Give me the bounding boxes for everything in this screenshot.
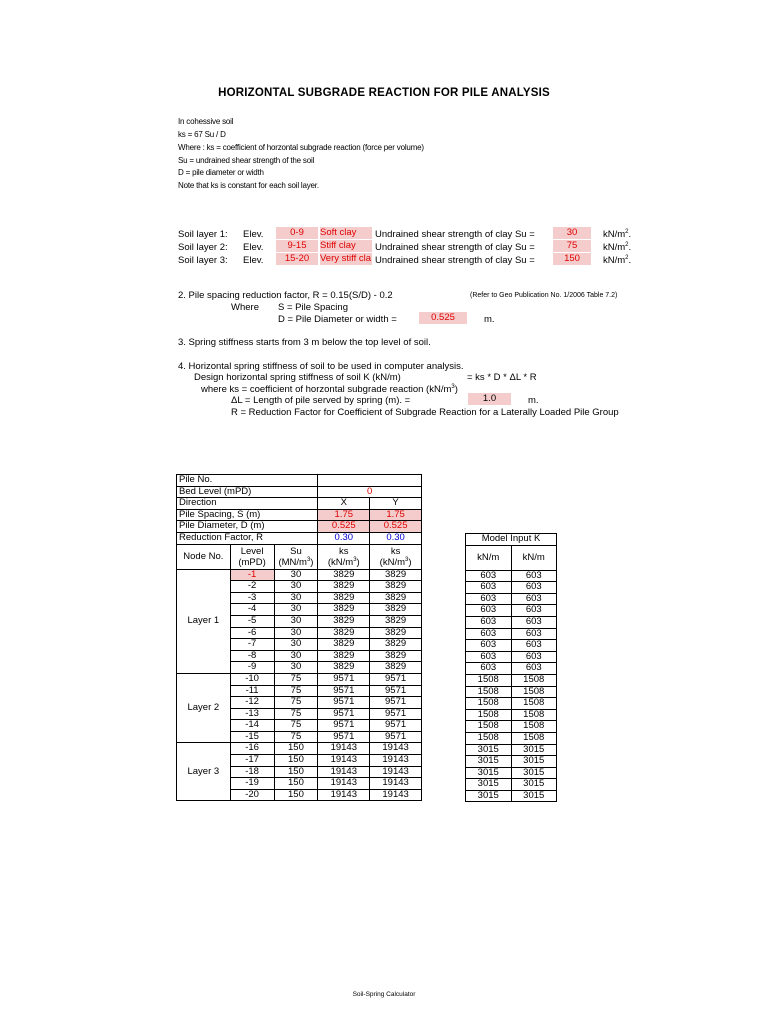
spacing-label: Pile Spacing, S (m) [177,509,318,521]
su-cell: 30 [274,662,318,674]
model-k-y-cell: 3015 [511,756,557,768]
pile-table [176,474,422,801]
model-k-x-cell: 603 [466,628,512,640]
pile-table-body [177,569,422,801]
intro-line: Su = undrained shear strength of the soil [178,156,315,165]
page-title: HORIZONTAL SUBGRADE REACTION FOR PILE ANALYSIS [218,87,550,99]
level-cell: -17 [230,755,274,767]
table-row [466,721,557,733]
su-cell: 75 [274,697,318,709]
level-cell: -8 [230,650,274,662]
table-row [466,663,557,675]
bed-level-value[interactable]: 0 [318,486,422,498]
ks-y-cell: 3829 [370,592,422,604]
model-k-y-cell: 603 [511,593,557,605]
level-cell: -4 [230,604,274,616]
level-cell: -2 [230,581,274,593]
pile-no-value[interactable] [318,475,422,487]
spacing-y-input[interactable]: 1.75 [370,509,422,521]
ks-x-cell: 19143 [318,743,370,755]
su-cell: 150 [274,743,318,755]
su-cell: 75 [274,731,318,743]
ks-x-cell: 3829 [318,604,370,616]
ks-x-cell: 9571 [318,697,370,709]
ks-y-cell: 3829 [370,581,422,593]
intro-line: Note that ks is constant for each soil layer. [178,181,319,190]
level-cell: -19 [230,778,274,790]
item2-line: 2. Pile spacing reduction factor, R = 0.15(S/D) - 0.2 [178,290,393,301]
ks-x-cell: 19143 [318,755,370,767]
soil-type-input[interactable]: Soft clay [320,227,372,239]
table-header-row [466,545,557,570]
table-row [466,790,557,802]
model-k-x-cell: 3015 [466,744,512,756]
level-cell: -20 [230,789,274,801]
direction-label: Direction [177,498,318,510]
intro-line: In cohessive soil [178,117,234,126]
header-ks-y: ks $(kN/m^3)$ [370,544,422,569]
elev-label: Elev. [243,255,264,266]
diameter-label: Pile Diameter, D (m) [177,521,318,533]
ks-y-cell: 3829 [370,650,422,662]
ks-x-cell: 3829 [318,615,370,627]
model-k-y-cell: 1508 [511,686,557,698]
item4-design: Design horizontal spring stiffness of soil K (kN/m) [194,372,401,383]
item4-dl-definition: ΔL = Length of pile served by spring (m). = [231,395,411,406]
model-table-body [466,570,557,802]
level-cell: -6 [230,627,274,639]
elev-input[interactable]: 0-9 [276,227,318,239]
ks-x-cell: 3829 [318,639,370,651]
model-k-x-cell: 603 [466,605,512,617]
ks-x-cell: 19143 [318,789,370,801]
pile-diameter-input[interactable]: 0.525 [419,312,467,324]
elev-label: Elev. [243,229,264,240]
model-k-y-cell: 1508 [511,674,557,686]
reduction-x: 0.30 [318,532,370,544]
item2-reference: (Refer to Geo Publication No. 1/2006 Table 7.2) [470,292,618,299]
model-k-y-cell: 1508 [511,732,557,744]
model-k-y-cell: 603 [511,570,557,582]
table-row [466,756,557,768]
su-cell: 30 [274,627,318,639]
soil-type-input[interactable]: Stiff clay [320,240,372,252]
table-row [177,486,422,498]
model-k-x-cell: 603 [466,616,512,628]
layer-label: Soil layer 2: [178,242,228,253]
header-level: Level (mPD) [230,544,274,569]
level-cell: -15 [230,731,274,743]
model-input-table [465,533,557,802]
model-header-x: kN/m [466,545,512,570]
model-k-y-cell: 603 [511,651,557,663]
item2-d-unit: m. [484,314,495,325]
ks-x-cell: 9571 [318,731,370,743]
table-row [466,674,557,686]
table-row [466,640,557,652]
unit-label: $kN/m^2$. [603,254,632,266]
su-cell: 30 [274,592,318,604]
ks-y-cell: 9571 [370,720,422,732]
item2-d-definition: D = Pile Diameter or width = [278,314,397,325]
item4-line: 4. Horizontal spring stiffness of soil to be used in computer analysis. [178,361,464,372]
layer-name: Layer 1 [177,569,231,673]
table-row [177,498,422,510]
footer-text: Soil-Spring Calculator [352,991,416,998]
table-row [466,582,557,594]
intro-line: ks = 67 Su / D [178,130,226,139]
su-cell: 30 [274,604,318,616]
ks-x-cell: 9571 [318,720,370,732]
model-k-x-cell: 603 [466,640,512,652]
su-cell: 75 [274,708,318,720]
ks-y-cell: 3829 [370,615,422,627]
dl-input[interactable]: 1.0 [468,393,511,405]
level-cell: -12 [230,697,274,709]
level-cell: -3 [230,592,274,604]
su-description: Undrained shear strength of clay Su = [375,255,535,266]
ks-y-cell: 3829 [370,627,422,639]
model-k-x-cell: 603 [466,663,512,675]
table-row [466,616,557,628]
elev-label: Elev. [243,242,264,253]
su-cell: 30 [274,615,318,627]
su-cell: 30 [274,581,318,593]
ks-y-cell: 9571 [370,708,422,720]
su-cell: 30 [274,650,318,662]
su-input[interactable]: 150 [553,253,591,265]
su-cell: 75 [274,685,318,697]
su-cell: 150 [274,778,318,790]
table-row [177,509,422,521]
ks-y-cell: 19143 [370,743,422,755]
direction-x: X [318,498,370,510]
model-k-y-cell: 603 [511,628,557,640]
su-input[interactable]: 30 [553,227,591,239]
model-k-x-cell: 1508 [466,709,512,721]
model-input-title: Model Input K [466,534,557,546]
spacing-x-input[interactable]: 1.75 [318,509,370,521]
ks-y-cell: 9571 [370,685,422,697]
header-su: Su $(MN/m^3)$ [274,544,318,569]
model-k-x-cell: 603 [466,570,512,582]
ks-y-cell: 9571 [370,697,422,709]
ks-y-cell: 3829 [370,639,422,651]
su-input[interactable]: 75 [553,240,591,252]
item3-line: 3. Spring stiffness starts from 3 m below the top level of soil. [178,337,431,348]
model-k-y-cell: 1508 [511,698,557,710]
model-k-x-cell: 1508 [466,686,512,698]
su-cell: 30 [274,569,318,581]
model-k-x-cell: 1508 [466,674,512,686]
ks-x-cell: 3829 [318,569,370,581]
model-k-x-cell: 603 [466,593,512,605]
intro-line: Where : ks = coefficient of horzontal subgrade reaction (force per volume) [178,143,424,152]
table-row [466,651,557,663]
table-row [177,532,422,544]
diameter-y-input[interactable]: 0.525 [370,521,422,533]
elev-input[interactable]: 15-20 [276,253,318,265]
unit-label: $kN/m^2$. [603,241,632,253]
ks-x-cell: 3829 [318,627,370,639]
ks-y-cell: 9571 [370,673,422,685]
model-k-x-cell: 1508 [466,698,512,710]
su-cell: 150 [274,766,318,778]
model-k-y-cell: 3015 [511,790,557,802]
ks-y-cell: 19143 [370,789,422,801]
level-cell: -9 [230,662,274,674]
item4-dl-unit: m. [528,395,539,406]
su-cell: 75 [274,673,318,685]
su-description: Undrained shear strength of clay Su = [375,242,535,253]
bed-level-label: Bed Level (mPD) [177,486,318,498]
direction-y: Y [370,498,422,510]
soil-type-input[interactable]: Very stiff cla [320,253,372,264]
level-cell[interactable]: -1 [230,569,274,581]
table-row [177,673,422,685]
reduction-y: 0.30 [370,532,422,544]
ks-y-cell: 3829 [370,662,422,674]
item2-where: Where [231,302,259,313]
model-k-x-cell: 603 [466,651,512,663]
ks-x-cell: 3829 [318,581,370,593]
table-row [466,744,557,756]
model-k-y-cell: 603 [511,582,557,594]
model-k-x-cell: 3015 [466,767,512,779]
model-k-y-cell: 603 [511,616,557,628]
level-cell: -16 [230,743,274,755]
level-cell: -14 [230,720,274,732]
model-k-y-cell: 3015 [511,779,557,791]
ks-x-cell: 9571 [318,708,370,720]
model-k-y-cell: 3015 [511,767,557,779]
table-row [466,779,557,791]
ks-x-cell: 9571 [318,685,370,697]
level-cell: -18 [230,766,274,778]
su-cell: 150 [274,755,318,767]
intro-line: D = pile diameter or width [178,168,264,177]
model-k-x-cell: 603 [466,582,512,594]
table-row [466,732,557,744]
su-cell: 150 [274,789,318,801]
table-row [466,534,557,546]
su-description: Undrained shear strength of clay Su = [375,229,535,240]
model-k-y-cell: 603 [511,605,557,617]
model-k-x-cell: 1508 [466,732,512,744]
su-cell: 75 [274,720,318,732]
item4-r-definition: R = Reduction Factor for Coefficient of Subgrade Reaction for a Laterally Loaded Pile Group [231,407,619,418]
level-cell: -7 [230,639,274,651]
model-k-x-cell: 3015 [466,779,512,791]
level-cell: -10 [230,673,274,685]
table-row [466,605,557,617]
model-k-x-cell: 3015 [466,790,512,802]
ks-x-cell: 3829 [318,662,370,674]
pile-no-label: Pile No. [177,475,318,487]
item4-formula: = ks * D * ΔL * R [467,372,537,383]
ks-x-cell: 19143 [318,766,370,778]
table-header-row [177,544,422,569]
unit-label: $kN/m^2$. [603,228,632,240]
diameter-x-input[interactable]: 0.525 [318,521,370,533]
model-k-x-cell: 1508 [466,721,512,733]
ks-y-cell: 19143 [370,755,422,767]
table-row [177,569,422,581]
model-k-y-cell: 1508 [511,721,557,733]
ks-x-cell: 9571 [318,673,370,685]
table-row [177,475,422,487]
table-row [177,743,422,755]
table-row [466,686,557,698]
ks-y-cell: 3829 [370,569,422,581]
layer-name: Layer 2 [177,673,231,743]
level-cell: -13 [230,708,274,720]
table-row [466,698,557,710]
level-cell: -11 [230,685,274,697]
table-row [466,570,557,582]
ks-y-cell: 3829 [370,604,422,616]
model-k-y-cell: 603 [511,663,557,675]
table-row [466,709,557,721]
elev-input[interactable]: 9-15 [276,240,318,252]
layer-name: Layer 3 [177,743,231,801]
reduction-label: Reduction Factor, R [177,532,318,544]
table-row [466,767,557,779]
item2-s-definition: S = Pile Spacing [278,302,348,313]
su-cell: 30 [274,639,318,651]
table-row [466,628,557,640]
table-row [466,593,557,605]
model-header-y: kN/m [511,545,557,570]
ks-x-cell: 3829 [318,592,370,604]
ks-y-cell: 9571 [370,731,422,743]
ks-x-cell: 3829 [318,650,370,662]
layer-label: Soil layer 3: [178,255,228,266]
model-k-y-cell: 1508 [511,709,557,721]
header-node: Node No. [177,544,231,569]
model-k-x-cell: 3015 [466,756,512,768]
ks-y-cell: 19143 [370,766,422,778]
model-k-y-cell: 3015 [511,744,557,756]
layer-label: Soil layer 1: [178,229,228,240]
table-row [177,521,422,533]
header-ks-x: ks $(kN/m^3)$ [318,544,370,569]
model-k-y-cell: 603 [511,640,557,652]
ks-y-cell: 19143 [370,778,422,790]
ks-x-cell: 19143 [318,778,370,790]
level-cell: -5 [230,615,274,627]
item4-ks-definition: where ks = coefficient of horzontal subgrade reaction $(kN/m^3)$ [201,383,458,395]
